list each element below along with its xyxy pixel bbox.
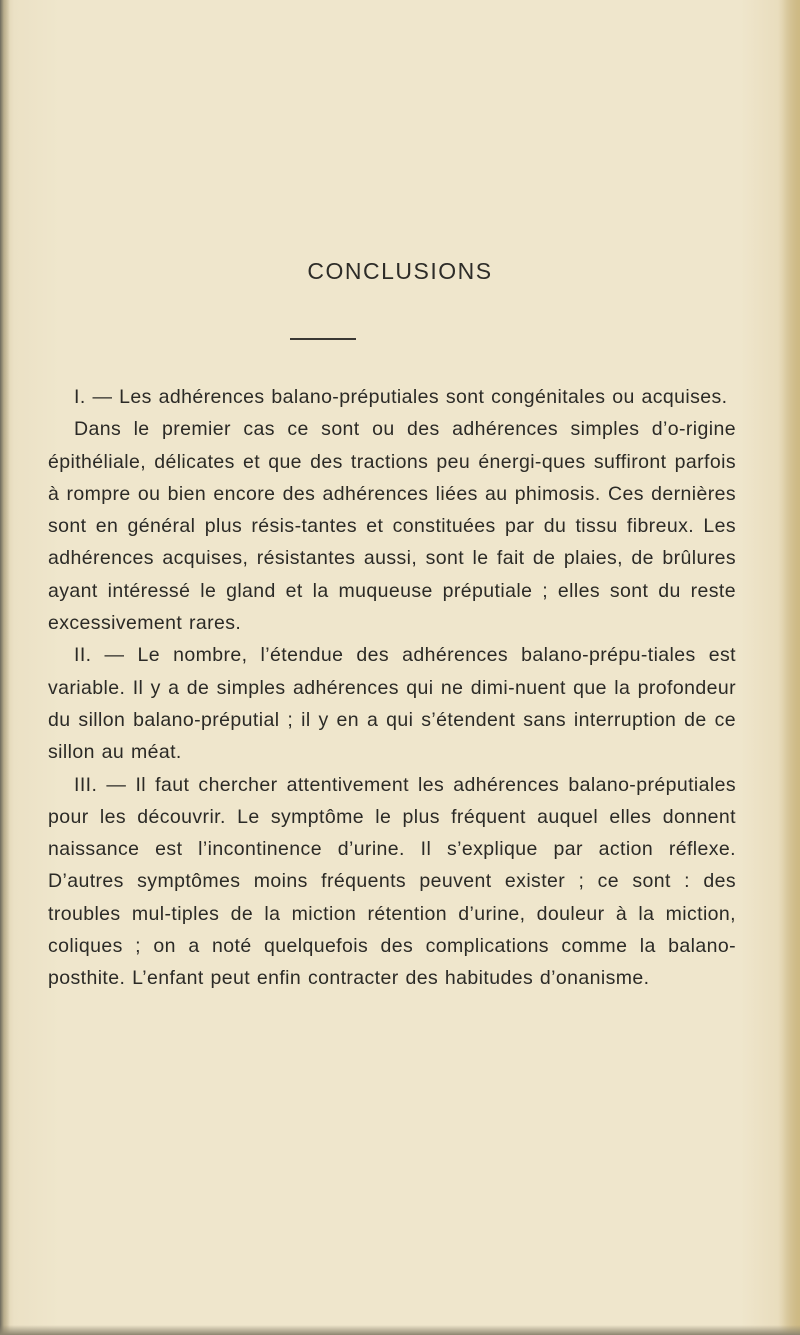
title-divider bbox=[290, 338, 356, 340]
paragraph-2: Dans le premier cas ce sont ou des adhérences simples d’o-rigine épithéliale, délicates et que des tractions peu énergi-ques suffiront parfois à rompre ou bien encore des adhérences liées au phimosis. Ces dernières sont en général plus résis-tantes et constituées par du tissu fibreux. Les adhérences acquises, résistantes aussi, sont le fait de plaies, de brûlures ayant intéressé le gland et la muqueuse préputiale ; elles sont du reste excessivement rares. bbox=[48, 418, 736, 635]
page-edge-stain bbox=[778, 0, 800, 1335]
paragraph-1: I. — Les adhérences balano-préputiales sont congénitales ou acquises. bbox=[74, 386, 728, 408]
paragraph-3: II. — Le nombre, l’étendue des adhérences balano-prépu-tiales est variable. Il y a de simples adhérences qui ne dimi-nuent que la profondeur du sillon balano-préputial ; il y en a qui s’étendent sans interruption de ce sillon au méat. bbox=[48, 644, 736, 764]
paragraph-4: III. — Il faut chercher attentivement les adhérences balano-préputiales pour les découvrir. Le symptôme le plus fréquent auquel elles donnent naissance est l’incontinence d’urine. Il s’explique par action réflexe. D’autres symptômes moins fréquents peuvent exister ; ce sont : des troubles mul-tiples de la miction rétention d’urine, douleur à la miction, coliques ; on a noté quelquefois des complications comme la balano-posthite. L’enfant peut enfin contracter des habitudes d’onanisme. bbox=[48, 773, 736, 990]
page-title: CONCLUSIONS bbox=[307, 258, 493, 284]
document-body bbox=[48, 381, 736, 995]
page-bottom-shadow bbox=[0, 1325, 800, 1335]
page-binding-shadow bbox=[0, 0, 10, 1335]
